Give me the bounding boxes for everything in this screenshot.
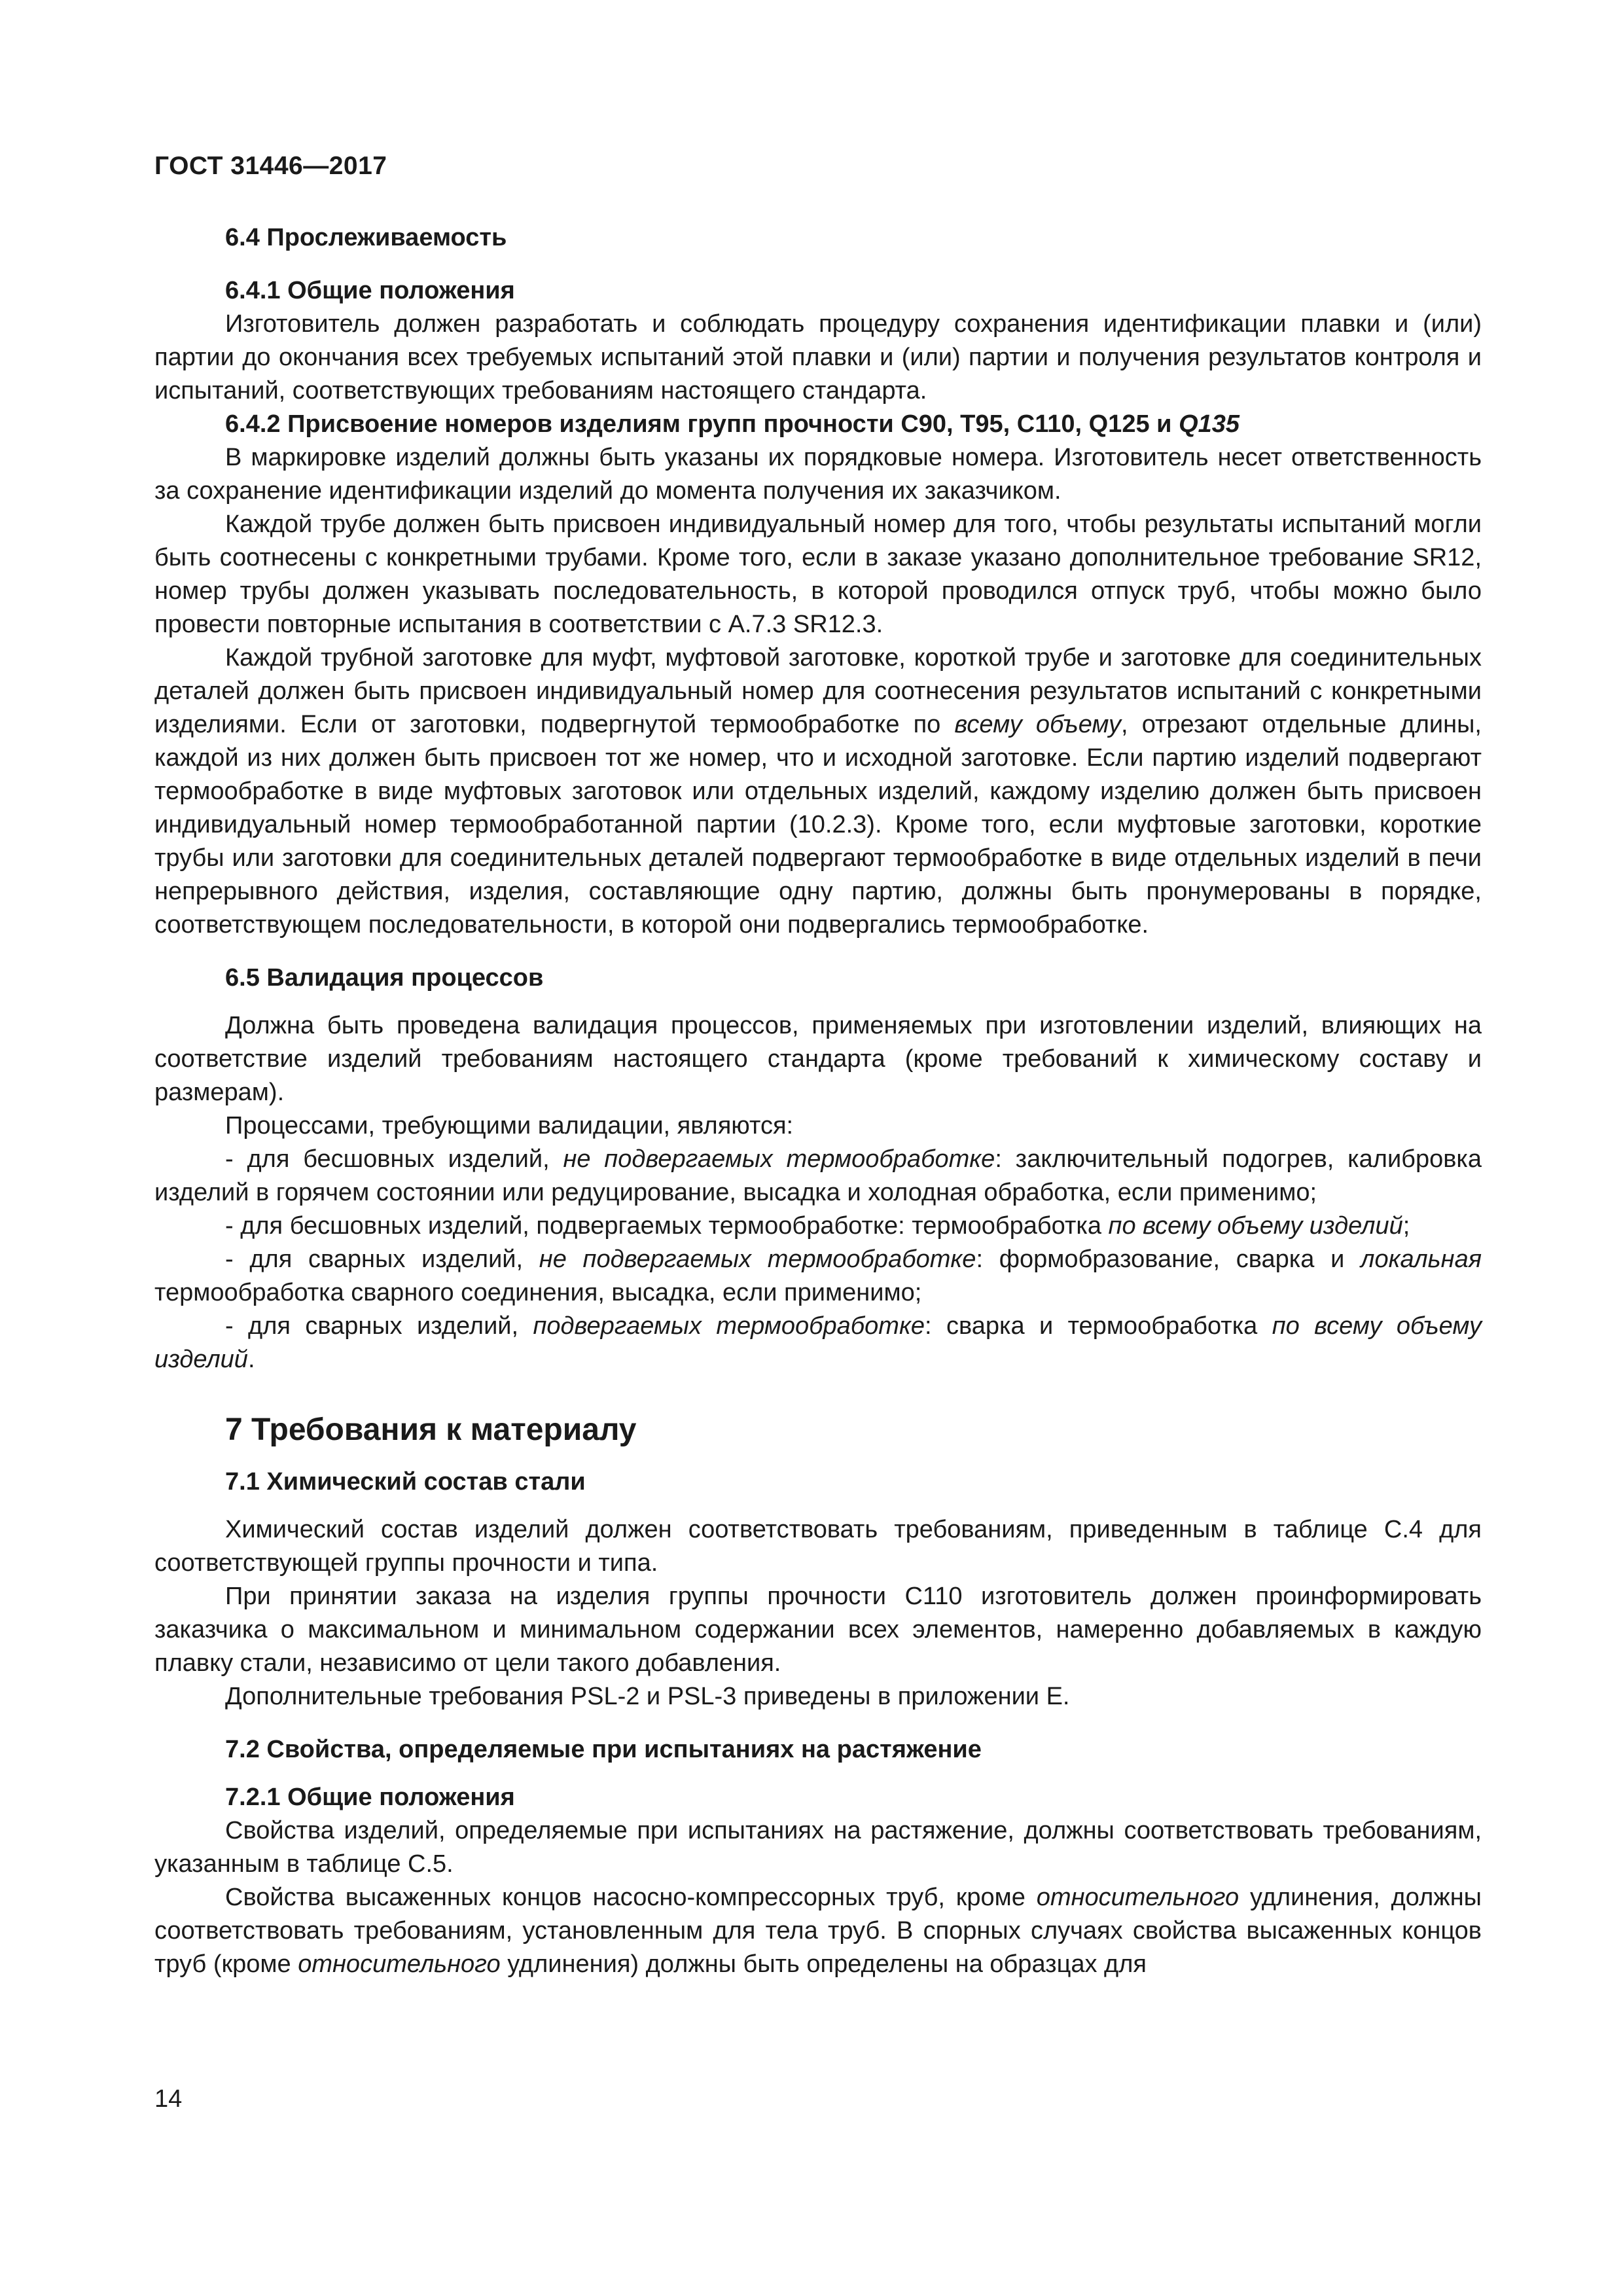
section-7-title: 7 Требования к материалу <box>225 1412 637 1447</box>
paragraph: Каждой трубной заготовке для муфт, муфтовой заготовке, короткой трубе и заготовке для соединительных деталей должен быть присвоен индивидуальный номер для соотнесения результатов испытаний с конкретными изделиями. Если от заготовки, подвергнутой термообработке по всему объему, отрезают отдельные длины, каждой из них должен быть присвоен тот же номер, что и исходной заготовке. Если партию изделий подвергают термообработке в виде муфтовых заготовок или отдельных изделий, каждому изделию должен быть присвоен индивидуальный номер термообработанной партии (10.2.3). Кроме того, если муфтовые заготовки, короткие трубы или заготовки для соединительных деталей подвергают термообработке в виде отдельных изделий в печи непрерывного действия, изделия, составляющие одну партию, должны быть пронумерованы в порядке, соответствующем последовательности, в которой они подвергались термообработке. <box>154 644 1482 939</box>
section-6-4-2-title: 6.4.2 Присвоение номеров изделиям групп прочности С90, Т95, С110, Q125 и Q135 <box>225 410 1240 438</box>
section-6-4-title: 6.4 Прослеживаемость <box>225 224 507 251</box>
list-item: - для сварных изделий, подвергаемых термообработке: сварка и термообработка по всему объему изделий. <box>154 1312 1482 1373</box>
paragraph: Свойства изделий, определяемые при испытаниях на растяжение, должны соответствовать требованиям, указанным в таблице С.5. <box>154 1817 1482 1878</box>
paragraph: При принятии заказа на изделия группы прочности С110 изготовитель должен проинформировать заказчика о максимальном и минимальном содержании всех элементов, намеренно добавляемых в каждую плавку стали, независимо от цели такого добавления. <box>154 1583 1482 1677</box>
document-body <box>154 221 1482 1981</box>
section-7-2-1-title: 7.2.1 Общие положения <box>225 1784 515 1811</box>
section-6-5-title: 6.5 Валидация процессов <box>225 964 544 992</box>
paragraph: Каждой трубе должен быть присвоен индивидуальный номер для того, чтобы результаты испытаний могли быть соотнесены с конкретными трубами. Кроме того, если в заказе указано дополнительное требование SR12, номер трубы должен указывать последовательность, в которой проводился отпуск труб, чтобы можно было провести повторные испытания в соответствии с А.7.3 SR12.3. <box>154 511 1482 638</box>
paragraph: Химический состав изделий должен соответствовать требованиям, приведенным в таблице С.4 для соответствующей группы прочности и типа. <box>154 1516 1482 1577</box>
list-item: - для бесшовных изделий, подвергаемых термообработке: термообработка по всему объему изделий; <box>225 1212 1410 1240</box>
page-number: 14 <box>154 2085 183 2113</box>
section-7-2-title: 7.2 Свойства, определяемые при испытаниях на растяжение <box>225 1736 982 1763</box>
paragraph: Должна быть проведена валидация процессов, применяемых при изготовлении изделий, влияющих на соответствие изделий требованиям настоящего стандарта (кроме требований к химическому составу и размерам). <box>154 1012 1482 1106</box>
list-item: - для сварных изделий, не подвергаемых термообработке: формобразование, сварка и локальная термообработка сварного соединения, высадка, если применимо; <box>154 1246 1482 1306</box>
paragraph: Дополнительные требования PSL-2 и PSL-3 приведены в приложении Е. <box>225 1683 1070 1710</box>
paragraph: Процессами, требующими валидации, являются: <box>225 1112 794 1139</box>
paragraph: Изготовитель должен разработать и соблюдать процедуру сохранения идентификации плавки и (или) партии до окончания всех требуемых испытаний этой плавки и (или) партии и получения результатов контроля и испытаний, соответствующих требованиям настоящего стандарта. <box>154 310 1482 404</box>
document-code: ГОСТ 31446—2017 <box>154 152 387 180</box>
paragraph: В маркировке изделий должны быть указаны их порядковые номера. Изготовитель несет ответственность за сохранение идентификации изделий до момента получения их заказчиком. <box>154 444 1482 505</box>
section-7-1-title: 7.1 Химический состав стали <box>225 1468 586 1496</box>
section-6-4-1-title: 6.4.1 Общие положения <box>225 277 515 304</box>
list-item: - для бесшовных изделий, не подвергаемых термообработке: заключительный подогрев, калибровка изделий в горячем состоянии или редуцирование, высадка и холодная обработка, если применимо; <box>154 1145 1482 1206</box>
paragraph: Свойства высаженных концов насосно-компрессорных труб, кроме относительного удлинения, должны соответствовать требованиям, установленным для тела труб. В спорных случаях свойства высаженных концов труб (кроме относительного удлинения) должны быть определены на образцах для <box>154 1884 1482 1978</box>
